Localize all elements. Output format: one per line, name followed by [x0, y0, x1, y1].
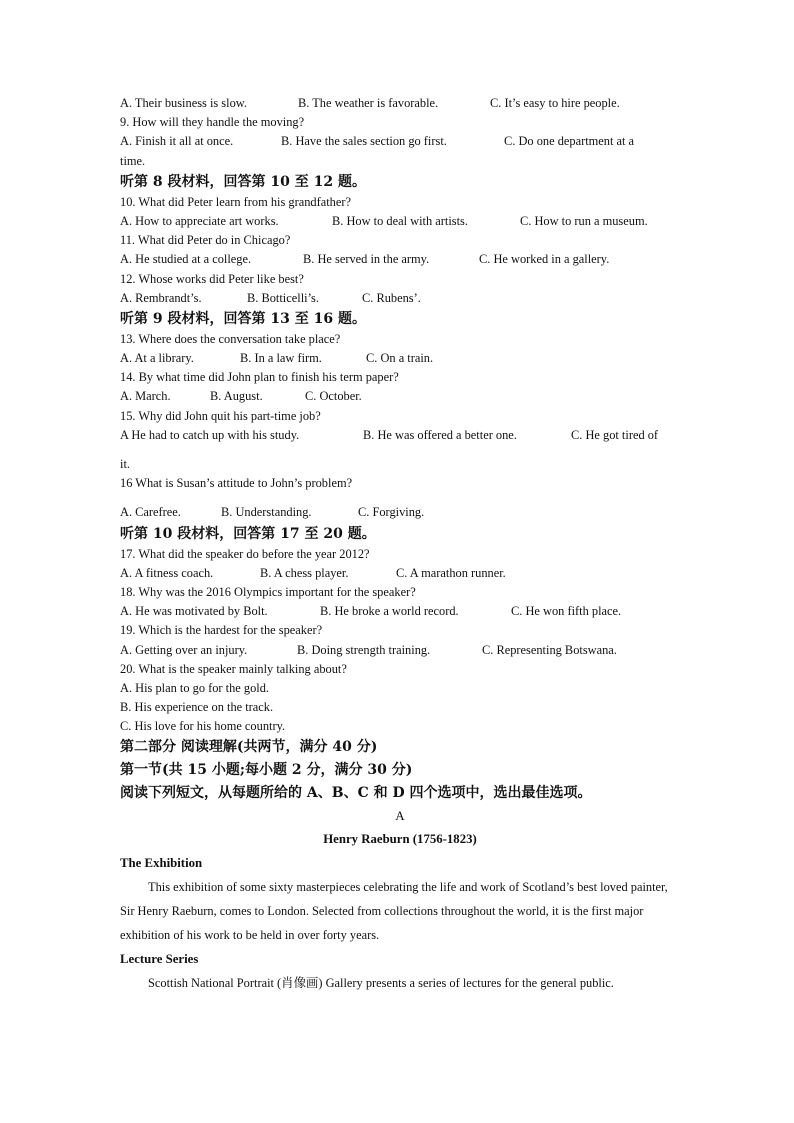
q14-option-b: B. August.	[210, 389, 263, 404]
q20-option-c: C. His love for his home country.	[120, 719, 286, 734]
q9-option-b: B. Have the sales section go first.	[281, 134, 447, 149]
q9-option-c: C. Do one department at a	[504, 134, 635, 149]
q14-question: 14. By what time did John plan to finish his term paper?	[120, 370, 399, 385]
q13-option-c: C. On a train.	[366, 351, 434, 366]
q17-option-b: B. A chess player.	[260, 565, 349, 580]
q19-option-a: A. Getting over an injury.	[120, 642, 248, 657]
q17-options	[120, 564, 680, 583]
part-2-heading: 第二部分 阅读理解(共两节，满分 40 分)	[120, 739, 378, 756]
q18-option-b: B. He broke a world record.	[320, 604, 459, 619]
section-8-heading: 听第 8 段材料，回答第 10 至 12 题。	[120, 173, 366, 190]
q11-option-b: B. He served in the army.	[303, 252, 430, 267]
q18-options	[120, 602, 680, 621]
q15-options	[120, 426, 680, 445]
q12-option-c: C. Rubens’.	[362, 290, 421, 305]
q11-question: 11. What did Peter do in Chicago?	[120, 233, 291, 248]
q9-options	[120, 132, 680, 151]
q11-options	[120, 250, 680, 269]
q10-options	[120, 212, 680, 231]
q14-option-c: C. October.	[305, 389, 362, 404]
passage-letter: A	[395, 808, 405, 824]
q15-wrap: it.	[120, 457, 130, 471]
q15-option-b: B. He was offered a better one.	[363, 427, 517, 442]
spacer	[120, 445, 680, 455]
q12-question: 12. Whose works did Peter like best?	[120, 271, 304, 286]
q13-options	[120, 349, 680, 368]
q9-question: 9. How will they handle the moving?	[120, 115, 305, 130]
q19-option-c: C. Representing Botswana.	[482, 642, 617, 657]
q20-option-a: A. His plan to go for the gold.	[120, 680, 270, 695]
q8-option-a: A. Their business is slow.	[120, 96, 248, 110]
q10-option-c: C. How to run a museum.	[520, 213, 648, 228]
q13-option-a: A. At a library.	[120, 351, 194, 366]
q9-option-a: A. Finish it all at once.	[120, 134, 234, 149]
q16-question: 16 What is Susan’s attitude to John’s problem?	[120, 476, 353, 491]
lecture-series-heading: Lecture Series	[120, 952, 199, 967]
q14-option-a: A. March.	[120, 389, 171, 404]
q8-option-c: C. It’s easy to hire people.	[490, 96, 620, 110]
exhibition-paragraph: This exhibition of some sixty masterpieces celebrating the life and work of Scotland’s best loved painter, Sir Henry Raeburn, comes to London. Selected from collections throughout the world, it is the first major exhibition of his work to be held in over forty years.	[120, 880, 668, 943]
exam-page	[120, 94, 680, 995]
q16-option-a: A. Carefree.	[120, 505, 181, 520]
reading-instruction: 阅读下列短文，从每题所给的 A、B、C 和 D 四个选项中，选出最佳选项。	[120, 785, 592, 802]
q11-option-c: C. He worked in a gallery.	[479, 252, 610, 267]
section-9-heading: 听第 9 段材料，回答第 13 至 16 题。	[120, 310, 366, 327]
q18-option-a: A. He was motivated by Bolt.	[120, 604, 268, 619]
q18-question: 18. Why was the 2016 Olympics important for the speaker?	[120, 584, 416, 599]
q16-option-c: C. Forgiving.	[358, 505, 425, 520]
q10-question: 10. What did Peter learn from his grandfather?	[120, 194, 351, 209]
q19-question: 19. Which is the hardest for the speaker?	[120, 623, 323, 638]
q12-option-a: A. Rembrandt’s.	[120, 290, 202, 305]
q8-option-b: B. The weather is favorable.	[298, 96, 439, 110]
q19-options	[120, 641, 680, 660]
q19-option-b: B. Doing strength training.	[297, 642, 431, 657]
lecture-series-paragraph: Scottish National Portrait (肖像画) Gallery presents a series of lectures for the general public.	[148, 976, 614, 991]
exhibition-heading: The Exhibition	[120, 856, 203, 871]
q17-option-a: A. A fitness coach.	[120, 565, 214, 580]
section-10-heading: 听第 10 段材料，回答第 17 至 20 题。	[120, 525, 376, 542]
q12-options	[120, 289, 680, 308]
q8-options	[120, 94, 680, 113]
q15-option-a: A He had to catch up with his study.	[120, 427, 300, 442]
q13-question: 13. Where does the conversation take place?	[120, 331, 341, 346]
q15-option-c: C. He got tired of	[571, 427, 659, 442]
q12-option-b: B. Botticelli’s.	[247, 290, 319, 305]
q15-question: 15. Why did John quit his part-time job?	[120, 408, 321, 423]
part-2-section-1-heading: 第一节(共 15 小题;每小题 2 分，满分 30 分)	[120, 762, 413, 779]
q18-option-c: C. He won fifth place.	[511, 604, 622, 619]
q16-option-b: B. Understanding.	[221, 505, 312, 520]
q10-option-b: B. How to deal with artists.	[332, 213, 468, 228]
q20-question: 20. What is the speaker mainly talking about?	[120, 661, 347, 676]
q20-option-b: B. His experience on the track.	[120, 700, 274, 715]
q10-option-a: A. How to appreciate art works.	[120, 213, 279, 228]
spacer	[120, 493, 680, 503]
q11-option-a: A. He studied at a college.	[120, 252, 252, 267]
q17-option-c: C. A marathon runner.	[396, 565, 506, 580]
q14-options	[120, 387, 680, 406]
q16-options	[120, 503, 680, 522]
q9-wrap: time.	[120, 153, 146, 168]
q13-option-b: B. In a law firm.	[240, 351, 322, 366]
passage-title: Henry Raeburn (1756-1823)	[323, 832, 477, 847]
q17-question: 17. What did the speaker do before the year 2012?	[120, 546, 370, 561]
